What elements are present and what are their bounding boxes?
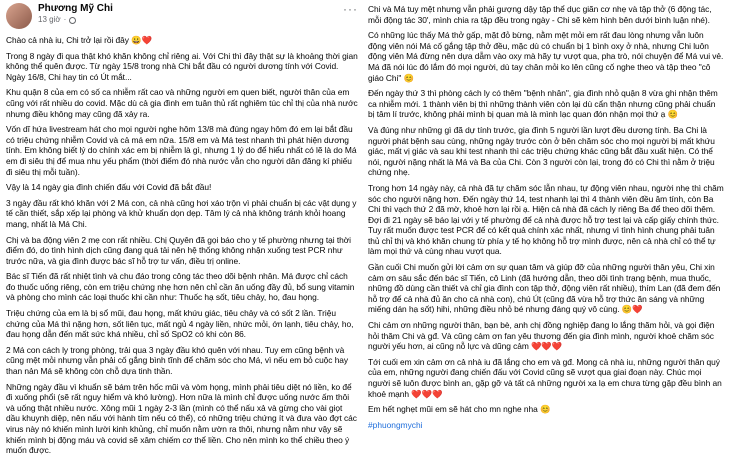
post-paragraph: Vậy là 14 ngày gia đình chiến đấu với Covid đã bắt đầu! (6, 182, 212, 193)
post-paragraph: Trong hơn 14 ngày này, cả nhà đã tự chăm sóc lẫn nhau, tự động viên nhau, người nhẹ thì chăm sóc cho người nặng hơn. Đến ngày thứ 14, test nhanh lại thì 4 thành viên đều âm tính, còn Ba Chi thì vạch thứ 2 đã mờ, khoẻ hơn lại rồi ạ. Hiện cả nhà đã cách ly riêng Ba để theo dõi thêm. Đợi đi 21 ngày sẽ báo lại với y tế phường để cả nhà được hỗ trợ test lại và cấp giấy chính thức. Tuy rất muốn được test PCR để có kết quả chính xác nhất, nhưng vì tình hình chung phải tuân thủ chỉ thị và khó khăn chung từ phía y tế họ không hỗ trợ mình được, nên cả nhà chỉ có thể tự làm mọi thứ và cùng nhau vượt qua. (368, 182, 724, 257)
avatar[interactable] (6, 3, 32, 29)
post-paragraph: Chi cảm ơn những người thân, bạn bè, anh chị đồng nghiệp đang lo lắng thăm hỏi, và gọi điện hỏi thăm Chi và gđ. Và cũng cảm ơn fan yêu thương đến gia đình mình, người khoẻ chăm sóc người yếu hơn, ai cũng nỗ lực và dũng cảm ❤️❤️❤️ (368, 320, 715, 352)
post-paragraph: Chị và ba động viên 2 mẹ con rất nhiều. Chị Quyên đã gọi báo cho y tế phường nhưng tại thời điểm đó, do tình hình dịch cũng đang quá tải nên hệ thống không nhận xuống test PCR như trước nữa, và gia đình được bác sĩ hỗ trợ tư vấn, điều trị online. (6, 234, 351, 266)
post-paragraph: Trong 8 ngày đi qua thật khó khăn không chỉ riêng ai. Với Chi thì đây thật sự là khoảng thời gian không thể quên được. Từ ngày 15/8 trong nhà Chi bắt đầu có người dương tính với Covid. Ngày 16/8, Chi hay tin có Út mắt... (6, 50, 358, 82)
hashtag-link[interactable]: #phuongmychi (368, 419, 423, 430)
post-time[interactable]: 13 giờ (38, 15, 61, 24)
post-paragraph: Đến ngày thứ 3 thì phòng cách ly có thêm "bệnh nhân", gia đình nhỏ quận 8 vừa ghi nhận thêm ca nhiễm mới. 1 thành viên bị thì những thành viên còn lại dù cẩn thận nhưng cũng phải chuẩn bị tâm lí trước, không phải mình bị quan mà là mình lạc quan đón nhận mọi thứ ạ 😊 (368, 88, 718, 120)
post-meta: 13 giờ · (38, 15, 113, 25)
post-header (6, 3, 358, 29)
post-paragraph: Khu quận 8 của em có số ca nhiễm rất cao và những người em quen biết, người thân của em cũng với rất nhiều do covid. Mặc dù cả gia đình em tuân thủ rất nghiêm túc chỉ thị của nhà nước nhưng điều không may cũng đã xảy ra. (6, 87, 358, 119)
post-paragraph: Triệu chứng của em là bị sổ mũi, đau họng, mất khứu giác, tiêu chảy và có sốt 2 lần. Triệu chứng của Má thì nặng hơn, sốt liên tục, mất ngủ 4 ngày liền, nhức mỏi, ớn lạnh, tiêu chảy, ho, đau họng dẫn đến mất sức khá nhiều, chỉ số SpO2 có khi còn 86. (6, 308, 354, 340)
post-paragraph: Có những lúc thấy Má thở gấp, mặt đỏ bừng, nằm mệt mỏi em rất đau lòng nhưng vẫn luôn động viên nói Má cố gắng tập thở đều, mặc dù có chuẩn bị 1 bình oxy ở nhà, nhưng Chi luôn động viên Má đừng nên dựa dẫm vào oxy mà hãy tự vượt qua, pha trò, nói chuyện để Má vui vẻ. Má đã nói lúc đó lắm đó mọi người, dù tay chân mỏi ko lên cũng cố nghe theo và tập theo "cô giáo Chi" 😊 (368, 30, 724, 83)
post-paragraph: 2 Má con cách ly trong phòng, trải qua 3 ngày đầu khó quên với nhau. Tuy em cũng bệnh và cũng mệt mỏi nhưng vẫn phải cố gắng bình tĩnh để chăm sóc cho Má, vì nếu em bỏ cuộc hay than nản Má sẽ không còn chỗ dựa tinh thần. (6, 344, 349, 377)
post-right-column (368, 4, 724, 431)
post-paragraph: Bác sĩ Tiến đã rất nhiệt tình và chu đáo trong công tác theo dõi bệnh nhân. Má được chỉ cách đo thuốc uống riêng, còn em triệu chứng nhẹ hơn nên chỉ cần ăn uống đầy đủ, bổ sung vitamin và phòng cho mình các loại thuốc khi cần như: Thuốc hạ sốt, tiêu chảy, ho, đau họng. (6, 271, 355, 303)
globe-icon (69, 17, 76, 24)
post-paragraph: Tới cuối em xin cảm ơn cả nhà iu đã lắng cho em và gđ. Mong cả nhà iu, những người thân quý của em, những người đang chiến đấu với Covid cũng sẽ vượt qua giai đoạn này. Chúc mọi người sẽ luôn được bình an, gặp gỡ và tất cả những người xa lạ em chưa từng gặp đều bình an khoẻ mạnh ❤️❤️❤️ (368, 356, 722, 399)
post-paragraph: Em hết nghẹt mũi em sẽ hát cho mn nghe nha 😊 (368, 404, 551, 415)
post-paragraph: Chi và Má tuy mệt nhưng vẫn phải gượng dậy tập thể dục giãn cơ nhẹ và tập thở (6 động tác, mỗi động tác 30', mình chia ra tập đều trong ngày - Chi sẽ kèm hình bên dưới bình luận nhé). (368, 4, 712, 25)
post-paragraph: Và đúng như những gì đã dự tính trước, gia đình 5 người lần lượt đều dương tính. Ba Chi là người phát bệnh sau cùng, những ngày trước còn ở bên chăm sóc cho mọi người bị mất khứu giác, mất vị giác và sau khi test nhanh thì các triệu chứng khác cũng bắt đầu xuất hiện. Có thể nói, người nặng nhất là Má và Ba của Chi. Còn 3 người còn lại, trong đó có Chi thì nằm ở triệu chứng nhẹ. (368, 124, 715, 178)
post-author[interactable]: Phương Mỹ Chi (38, 3, 113, 14)
post-paragraph: Gần cuối Chi muốn gửi lời cảm ơn sự quan tâm và giúp đỡ của những người thân yêu, Chi xin cảm ơn sâu sắc đến bác sĩ Tiến, cô Linh (đã hướng dẫn, theo dõi tình trạng bệnh, mua thuốc, những đồ dùng cần thiết và chỉ gia đình con tập thở, động viên rất nhiều), thím Lan (đã đem đến hỗ trợ để cả nhà đủ ăn cho cả nhà con), chú Út (cũng đã vừa hỗ trợ thức ăn sáng và những miếng dán hạ sốt) hihi, những điều nhỏ bé nhưng đáng quý vô cùng. 😊❤️ (368, 262, 721, 315)
post-left-column (6, 0, 358, 461)
post-paragraph: Chào cả nhà iu, Chi trở lại rồi đây 😀❤️ (6, 35, 152, 45)
post-paragraph: 3 ngày đầu rất khó khăn với 2 Má con, cả nhà cũng hơi xáo trộn vì phải chuẩn bị các vật dụng y tế cần thiết, sắp xếp lại phòng và khử khuẩn dọn dẹp. Tâm lý cả nhà không tránh khỏi hoang mang, nhất là Má Chi. (6, 197, 357, 229)
post-paragraph: Những ngày đầu vì khuẩn sẽ bám trên hốc mũi và vòm họng, mình phải tiêu diệt nó liền, ko để đi xuống phổi (sẽ rất nguy hiểm và khó lường). Hơn nữa là mình chỉ được uống nước ấm thôi và uống thật nhiều nước. Xông mũi 1 ngày 2-3 lần (mình có thể nấu xả và gừng cho vài giọt dầu khuynh diệp, nên nấu với hành tím nếu có thể), có những triệu chứng ít và đưa vào đợt các virus này nó khiến mình lười kinh khủng, chỉ muốn nằm ườn ra thôi, nhưng nằm như vậy sẽ khiến mình bị động máu và covid sẽ xâm chiếm cơ thể liền. Cho nên mình ko thể chiều theo ý muốn được. (6, 381, 357, 456)
more-options-icon[interactable]: ··· (343, 2, 358, 16)
post-paragraph: Vốn dĩ hứa livestream hát cho mọi người nghe hôm 13/8 mà đúng ngay hôm đó em lại bắt đầu có triệu chứng nhiễm Covid và cả má em nữa. 15/8 em và Má test nhanh thì phát hiện dương tính. Em không biết lý do chính xác em bị nhiễm là gì, nhưng 1 lý do để hiểu nhất có lẽ là do Má em đi siêu thị để mua nhu yếu phẩm (thời điểm đó nhà nước vẫn cho người dân đăng kí phiếu đi siêu thị mỗi tuần). (6, 124, 357, 177)
